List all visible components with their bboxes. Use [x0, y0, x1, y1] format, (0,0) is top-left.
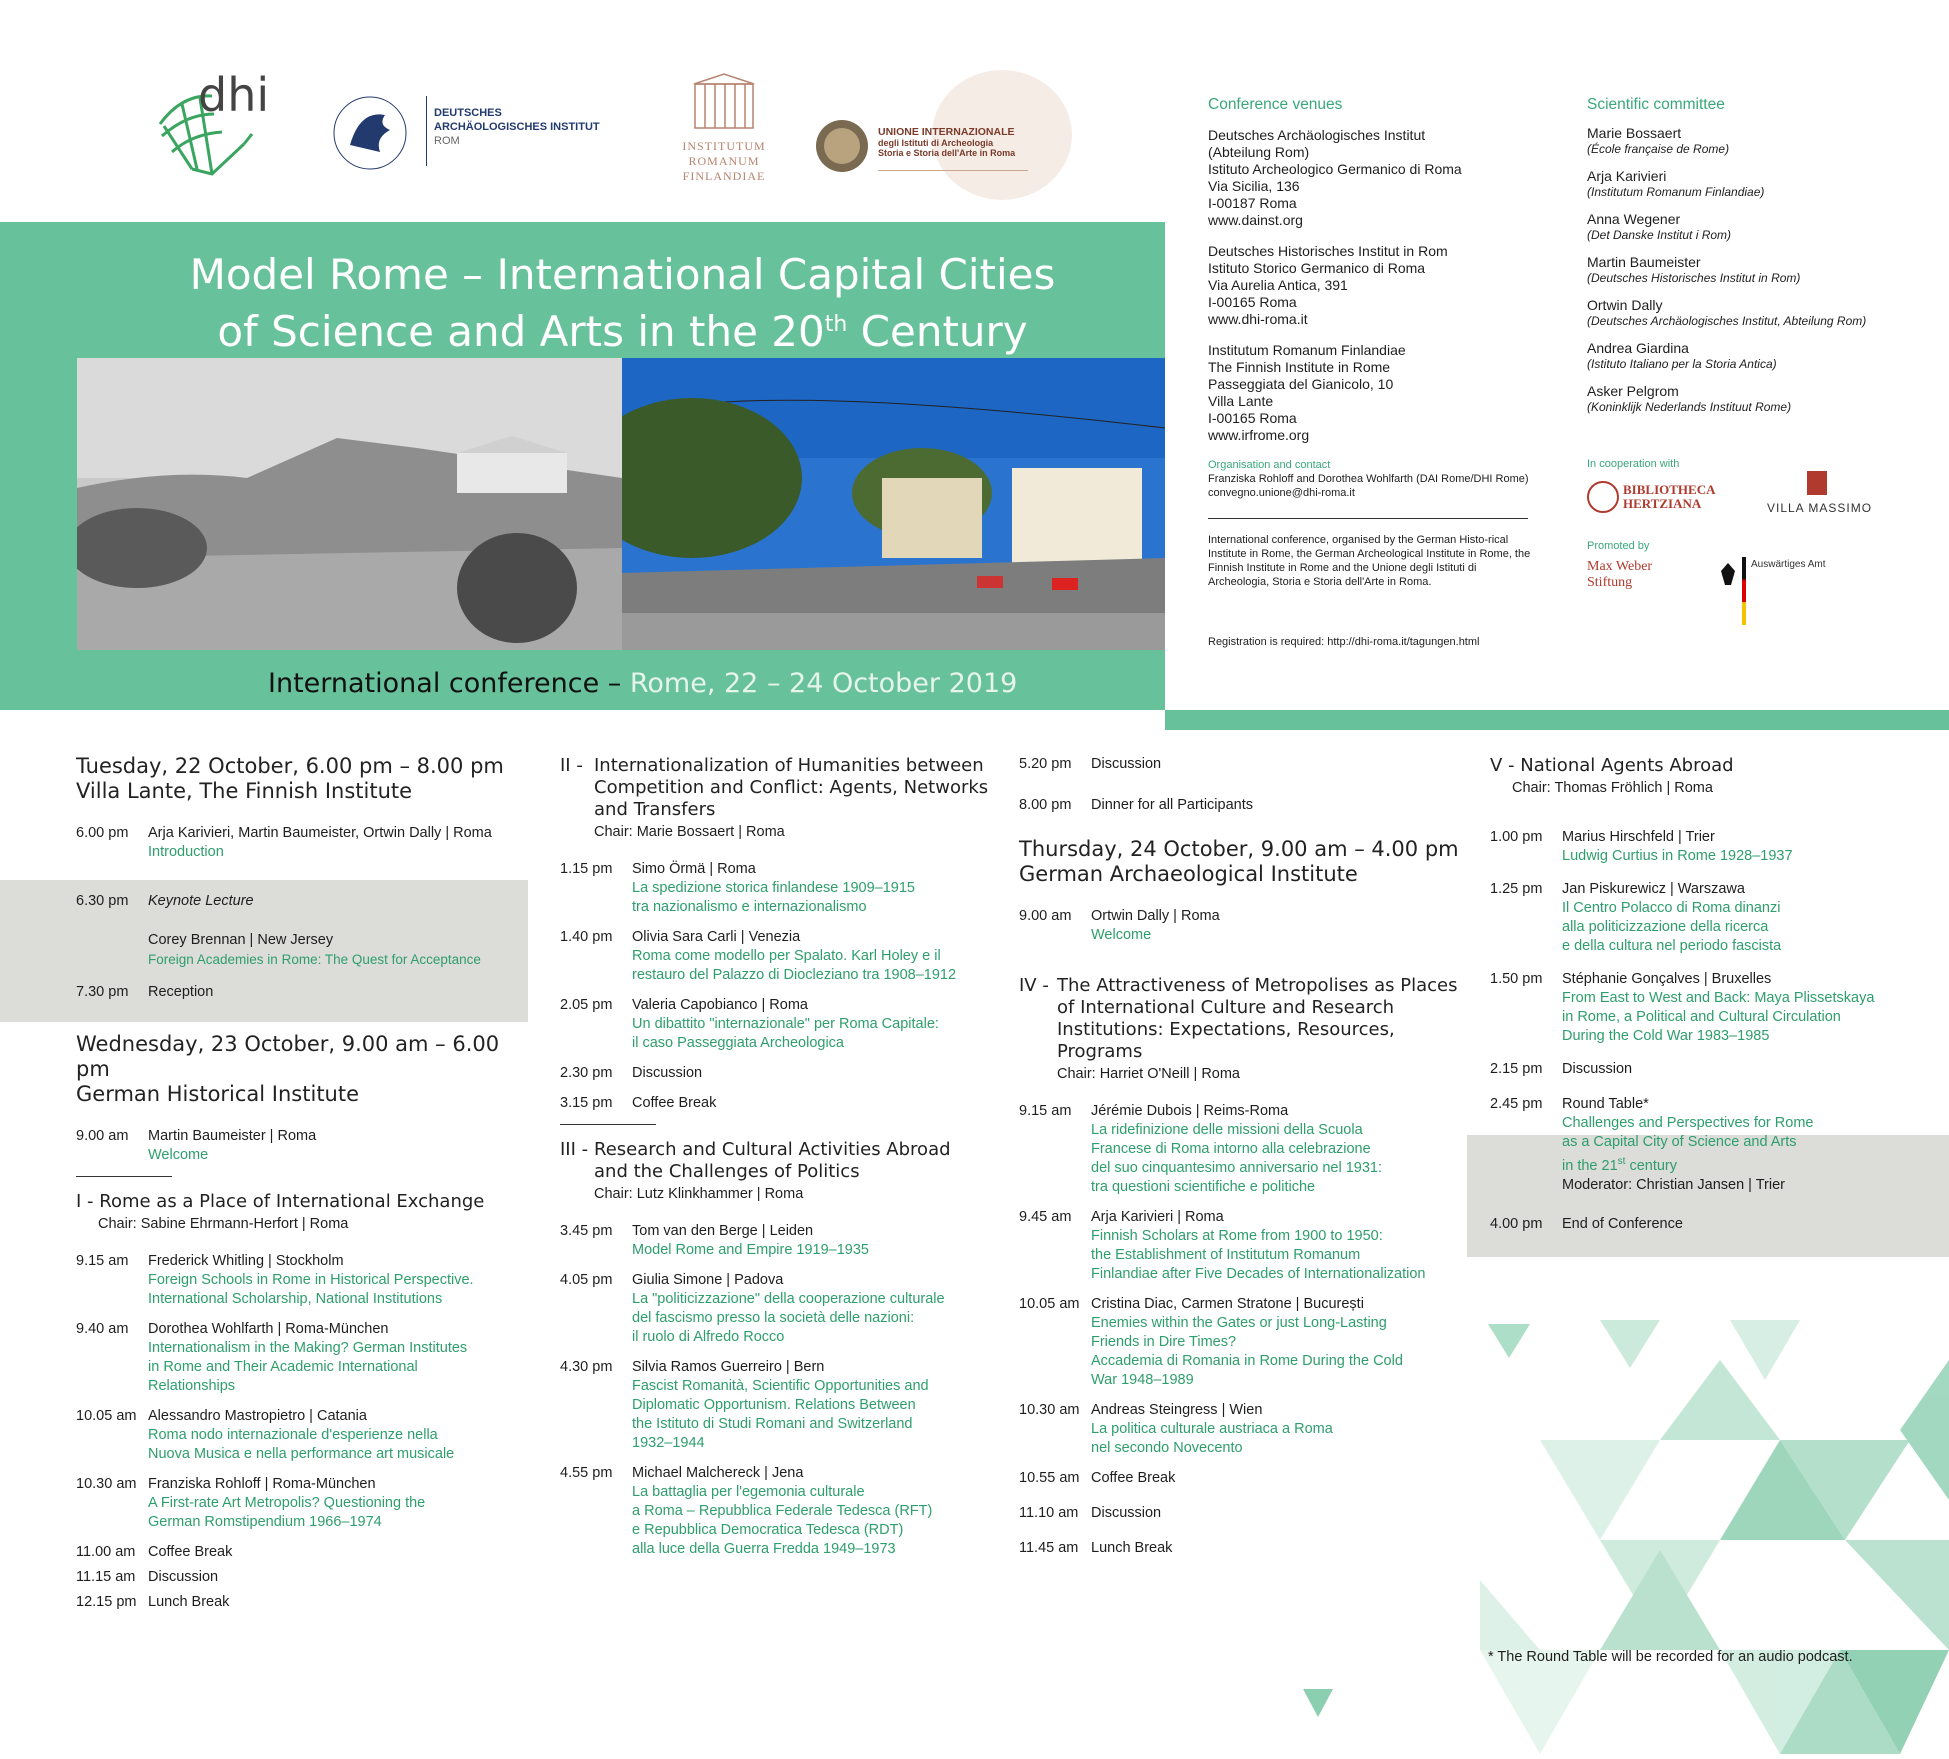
member: Andrea Giardina (Istituto Italiano per la Storia Antica)	[1587, 340, 1777, 371]
organisation-note: International conference, organised by the German Histo-rical Institute in Rome, the German Archeological Institute in Rome, the Finnish Institute in Rome and the Unione degli Istituti di Archeologia, Storia e Storia dell'Arte in Roma.	[1208, 534, 1531, 588]
dhi-wordmark: dhi	[198, 68, 270, 122]
program-column-2	[560, 755, 990, 1570]
villa-facade-icon	[689, 70, 759, 134]
day-heading-thursday: Thursday, 24 October, 9.00 am – 4.00 pm German Archaeological Institute	[1019, 837, 1459, 886]
session-row: 10.55 am Coffee Break	[1019, 1470, 1176, 1486]
session-row: 9.00 am Martin Baumeister | Roma Welcome	[76, 1128, 317, 1163]
section-chair-3: Chair: Lutz Klinkhammer | Roma	[594, 1186, 804, 1202]
session-row: 12.15 pm Lunch Break	[76, 1594, 230, 1610]
venues-heading: Conference venues	[1208, 96, 1343, 113]
session-row: 11.00 am Coffee Break	[76, 1544, 233, 1560]
unione-logo	[812, 80, 1092, 190]
program-column-1	[76, 754, 516, 1623]
session-row: 1.25 pm Jan Piskurewicz | Warszawa Il Centro Polacco di Roma dinanzi alla politicizzazione della ricerca e della cultura nel periodo fascista	[1490, 881, 1782, 954]
irf-line2: ROMANUM	[688, 154, 760, 168]
member: Anna Wegener (Det Danske Institut i Rom)	[1587, 211, 1732, 242]
historic-villa-photo	[77, 358, 622, 650]
round-table-footnote: * The Round Table will be recorded for an audio podcast.	[1488, 1649, 1853, 1665]
session-row: 7.30 pm Reception	[76, 984, 214, 1000]
cooperation-logos	[1587, 471, 1927, 531]
session-row: 9.45 am Arja Karivieri | Roma Finnish Scholars at Rome from 1900 to 1950: the Establishment of Institutum Romanum Finlandiae after Five Decades of Internationalization	[1019, 1209, 1426, 1282]
german-flag-bar	[1742, 557, 1746, 625]
round-table-row: 2.45 pm Round Table* Challenges and Perspectives for Rome as a Capital City of Science and Arts in the 21st century Moderator: Christian Jansen | Trier	[1490, 1096, 1814, 1193]
section-heading-4: IV - The Attractiveness of Metropolises as Places of International Culture and Research Institutions: Expectations, Resources, Programs	[1019, 975, 1458, 1062]
session-row: 8.00 pm Dinner for all Participants	[1019, 797, 1253, 813]
max-weber-logo: Max Weber Stiftung	[1587, 559, 1653, 590]
section-chair-1: Chair: Sabine Ehrmann-Herfort | Roma	[98, 1216, 349, 1232]
committee-heading: Scientific committee	[1587, 96, 1725, 113]
session-row: 1.40 pm Olivia Sara Carli | Venezia Roma come modello per Spalato. Karl Holey e il restauro del Palazzo di Diocleziano tra 1908–1912	[560, 929, 957, 983]
auswaertiges-amt-logo: Auswärtiges Amt	[1751, 559, 1826, 570]
unione-line2: degli Istituti di Archeologia	[878, 138, 994, 148]
session-row: 4.05 pm Giulia Simone | Padova La "politicizzazione" della cooperazione culturale del fascismo presso la società delle nazioni: il ruolo di Alfredo Rocco	[560, 1272, 945, 1345]
contact-email[interactable]: convegno.unione@dhi-roma.it	[1208, 487, 1355, 499]
conference-subtitle	[268, 668, 1017, 699]
session-row: 5.20 pm Discussion	[1019, 756, 1162, 772]
contact-organisers: Franziska Rohloff and Dorothea Wohlfarth (DAI Rome/DHI Rome)	[1208, 473, 1529, 485]
unione-line1: UNIONE INTERNAZIONALE	[878, 126, 1015, 138]
section-chair-5: Chair: Thomas Fröhlich | Roma	[1512, 780, 1713, 796]
venues-panel	[1208, 96, 1548, 649]
session-row: 3.45 pm Tom van den Berge | Leiden Model Rome and Empire 1919–1935	[560, 1223, 869, 1258]
session-row: 4.00 pm End of Conference	[1490, 1215, 1683, 1232]
dai-name-line1: DEUTSCHES	[434, 107, 502, 119]
promoter-logos	[1587, 553, 1927, 629]
triangle-pattern	[1480, 1320, 1949, 1754]
session-row: 10.05 am Alessandro Mastropietro | Catania Roma nodo internazionale d'esperienze nella Nuova Musica e nella performance art musicale	[76, 1408, 455, 1462]
promoted-label: Promoted by	[1587, 540, 1650, 552]
irf-line1: INSTITUTUM	[682, 139, 766, 153]
modern-villa-photo	[622, 358, 1165, 650]
session-row: 9.00 am Ortwin Dally | Roma Welcome	[1019, 908, 1220, 943]
venue-irf: Institutum Romanum Finlandiae The Finnish Institute in Rome Passeggiata del Gianicolo, 10 Villa Lante I-00165 Roma www.irfrome.org	[1208, 342, 1406, 443]
session-row: 9.15 am Jérémie Dubois | Reims-Roma La ridefinizione delle missioni della Scuola Francese di Roma intorno alla celebrazione del suo cinquantesimo anniversario nel 1931: tra questioni scientifiche e politiche	[1019, 1103, 1382, 1195]
dai-logo	[330, 90, 630, 180]
cooperation-label: In cooperation with	[1587, 458, 1680, 470]
program-column-3	[1019, 755, 1459, 1569]
section-heading-2: II - Internationalization of Humanities between Competition and Conflict: Agents, Networks and Transfers	[560, 755, 989, 820]
seal-icon	[814, 118, 870, 174]
subtitle-date: Rome, 22 – 24 October 2019	[629, 668, 1018, 699]
conference-title	[0, 250, 1245, 357]
section-rule	[76, 1176, 172, 1177]
dai-name-line3: ROM	[434, 135, 460, 147]
title-line2: of Science and Arts in the 20th Century	[217, 307, 1028, 356]
massimo-emblem-icon	[1807, 471, 1827, 495]
venue-dai: Deutsches Archäologisches Institut (Abteilung Rom) Istituto Archeologico Germanico di Roma Via Sicilia, 136 I-00187 Roma www.dainst.org	[1208, 127, 1462, 228]
session-row: 3.15 pm Coffee Break	[560, 1095, 717, 1111]
hertziana-logo: BIBLIOTHECA HERTZIANA	[1623, 482, 1715, 511]
federal-eagle-icon	[1719, 561, 1737, 589]
day-heading-tuesday: Tuesday, 22 October, 6.00 pm – 8.00 pm Villa Lante, The Finnish Institute	[76, 754, 504, 803]
session-row: 9.40 am Dorothea Wohlfarth | Roma-München Internationalism in the Making? German Institutes in Rome and Their Academic International Relationships	[76, 1321, 468, 1394]
session-row: 10.30 am Franziska Rohloff | Roma-München A First-rate Art Metropolis? Questioning the German Romstipendium 1966–1974	[76, 1476, 426, 1530]
section-chair-2: Chair: Marie Bossaert | Roma	[594, 824, 785, 840]
session-row: 10.05 am Cristina Diac, Carmen Stratone | București Enemies within the Gates or just Long-Lasting Friends in Dire Times? Accademia di Romania in Rome During the Cold War 1948–1989	[1019, 1296, 1403, 1388]
session-row: 2.05 pm Valeria Capobianco | Roma Un dibattito "internazionale" per Roma Capitale: il caso Passeggiata Archeologica	[560, 997, 939, 1051]
session-row: 1.15 pm Simo Örmä | Roma La spedizione storica finlandese 1909–1915 tra nazionalismo e internazionalismo	[560, 861, 915, 915]
member: Ortwin Dally (Deutsches Archäologisches Institut, Abteilung Rom)	[1587, 297, 1867, 328]
title-line1: Model Rome – International Capital Cities	[189, 250, 1056, 299]
irf-line3: FINLANDIAE	[682, 169, 766, 183]
hertziana-emblem-icon	[1587, 481, 1619, 513]
dai-name-line2: ARCHÄOLOGISCHES INSTITUT	[434, 121, 600, 133]
session-row: 11.10 am Discussion	[1019, 1505, 1162, 1521]
session-row: 2.15 pm Discussion	[1490, 1061, 1633, 1077]
section-rule	[560, 1124, 656, 1125]
unione-line3: Storia e Storia dell'Arte in Roma	[878, 148, 1016, 158]
session-row: 9.15 am Frederick Whitling | Stockholm Foreign Schools in Rome in Historical Perspective. International Scholarship, National Institutions	[76, 1253, 474, 1307]
venue-dhi: Deutsches Historisches Institut in Rom Istituto Storico Germanico di Roma Via Aurelia Antica, 391 I-00165 Roma www.dhi-roma.it	[1208, 243, 1448, 327]
session-row: 11.45 am Lunch Break	[1019, 1540, 1173, 1556]
section-heading-3: III - Research and Cultural Activities Abroad and the Challenges of Politics	[560, 1139, 951, 1182]
section-heading-5: V - National Agents Abroad	[1490, 755, 1734, 776]
dai-griffin-emblem	[330, 90, 410, 176]
section-heading-1: I - Rome as a Place of International Exchange	[76, 1191, 485, 1212]
registration-link[interactable]: Registration is required: http://dhi-roma.it/tagungen.html	[1208, 636, 1480, 648]
session-row: 10.30 am Andreas Steingress | Wien La politica culturale austriaca a Roma nel secondo Novecento	[1019, 1402, 1333, 1456]
session-row: 4.30 pm Silvia Ramos Guerreiro | Bern Fascist Romanità, Scientific Opportunities and Diplomatic Opportunism. Relations Between the Istituto di Studi Romani and Switzerland 1932–1944	[560, 1359, 929, 1451]
member: Asker Pelgrom (Koninklijk Nederlands Instituut Rome)	[1587, 383, 1792, 414]
irf-logo	[668, 70, 780, 190]
contact-heading: Organisation and contact	[1208, 459, 1331, 471]
dhi-logo	[152, 68, 282, 179]
day-heading-wednesday: Wednesday, 23 October, 9.00 am – 6.00 pm German Historical Institute	[76, 1032, 500, 1106]
session-row: 6.30 pm Keynote Lecture	[76, 893, 254, 909]
section-chair-4: Chair: Harriet O'Neill | Roma	[1057, 1066, 1240, 1082]
green-divider	[1165, 710, 1949, 730]
committee-panel	[1587, 97, 1927, 629]
triangle-small	[1303, 1689, 1333, 1722]
session-row: 11.15 am Discussion	[76, 1569, 219, 1585]
session-row: 2.30 pm Discussion	[560, 1065, 703, 1081]
session-row: 1.50 pm Stéphanie Gonçalves | Bruxelles From East to West and Back: Maya Plissetskaya in Rome, a Political and Cultural Circulation During the Cold War 1983–1985	[1490, 971, 1875, 1044]
session-row: 4.55 pm Michael Malchereck | Jena La battaglia per l'egemonia culturale a Roma – Repubblica Federale Tedesca (RFT) e Repubblica Democratica Tedesca (RDT) alla luce della Guerra Fredda 1949–1973	[560, 1465, 933, 1557]
subtitle-main: International conference –	[268, 668, 630, 699]
member: Arja Karivieri (Institutum Romanum Finlandiae)	[1587, 168, 1765, 199]
villa-massimo-logo: VILLA MASSIMO	[1767, 501, 1873, 515]
session-row: 6.00 pm Arja Karivieri, Martin Baumeister, Ortwin Dally | Roma Introduction	[76, 825, 492, 860]
member: Martin Baumeister (Deutsches Historisches Institut in Rom)	[1587, 254, 1801, 285]
member: Marie Bossaert (École française de Rome)	[1587, 125, 1730, 156]
session-row: 1.00 pm Marius Hirschfeld | Trier Ludwig Curtius in Rome 1928–1937	[1490, 829, 1793, 864]
title-banner	[0, 222, 1165, 710]
program-column-4	[1490, 755, 1930, 1245]
session-row: Corey Brennan | New Jersey Foreign Academies in Rome: The Quest for Acceptance	[148, 932, 481, 967]
